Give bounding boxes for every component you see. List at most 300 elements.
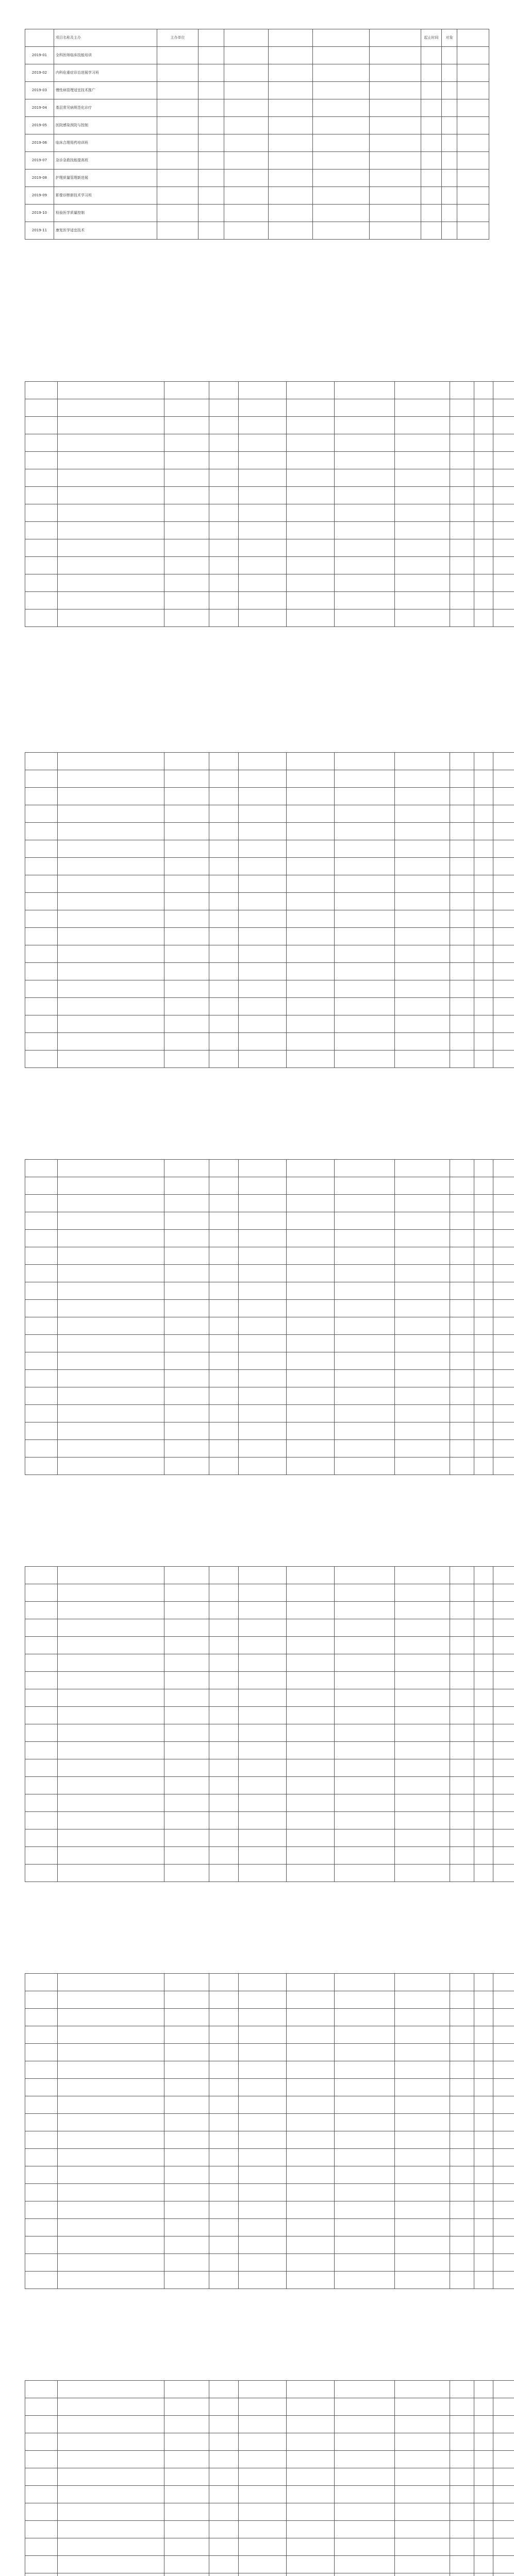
table-cell [25,1405,58,1422]
table-row [25,152,489,170]
table-cell [164,417,209,434]
table-cell [239,2538,287,2556]
table-cell [164,1689,209,1707]
table-cell [239,1689,287,1707]
table-cell [287,1584,335,1602]
table-cell [164,2521,209,2538]
table-cell [209,823,239,840]
table-cell [209,1422,239,1440]
table-cell [25,2503,58,2521]
table-row [25,82,489,99]
table-cell [450,1847,474,1865]
table-cell [209,1724,239,1742]
table-cell [474,2166,493,2184]
table-cell [58,1195,164,1212]
table-cell [395,1440,450,1458]
table-cell [395,2538,450,2556]
schedule-table-block-5 [25,1566,489,1882]
table-cell [58,452,164,469]
table-cell [209,1689,239,1707]
table-cell [493,2201,514,2219]
table-cell [239,1352,287,1370]
table-row [25,1829,514,1847]
table-cell [25,2026,58,2044]
table-cell [209,840,239,858]
table-cell [450,2433,474,2451]
table-cell [25,1033,58,1050]
table-cell [25,1974,58,1991]
table-cell [239,1282,287,1300]
table-cell [209,2503,239,2521]
table-row [25,1777,514,1794]
table-cell [335,469,395,487]
table-cell [474,1724,493,1742]
table-cell [450,1865,474,1882]
table-cell [493,504,514,522]
table-cell [209,2096,239,2114]
table-cell [58,2556,164,2573]
table-cell [474,1317,493,1335]
table-cell [239,2166,287,2184]
table-cell [239,399,287,417]
table-cell [450,1458,474,1475]
table-cell [25,1777,58,1794]
table-cell [157,82,198,99]
table-cell [313,187,370,205]
table-cell [25,1335,58,1352]
table-cell [239,469,287,487]
table-cell [450,1177,474,1195]
table-cell [239,2149,287,2166]
table-cell [209,875,239,893]
table-cell [239,1567,287,1584]
table-cell [335,2468,395,2486]
table-cell [164,963,209,980]
table-row [25,1212,514,1230]
table-cell [335,875,395,893]
table-cell [450,1619,474,1637]
table-cell [164,840,209,858]
table-cell [25,1794,58,1812]
table-cell [25,1672,58,1689]
table-cell [164,2149,209,2166]
table-cell [287,2503,335,2521]
table-cell [493,1050,514,1068]
table-cell [474,858,493,875]
table-cell [474,1300,493,1317]
table-cell [239,2096,287,2114]
table-cell [25,1759,58,1777]
table-cell [25,1602,58,1619]
schedule-table-block-6 [25,1973,489,2289]
table-cell [421,82,442,99]
table-cell [198,64,224,82]
table-cell [198,82,224,99]
table-cell [335,928,395,945]
table-cell [421,222,442,240]
table-cell [287,487,335,504]
table-cell [164,2026,209,2044]
table-cell [198,170,224,187]
table-cell [450,1317,474,1335]
table-cell [287,1195,335,1212]
table-cell [493,592,514,609]
table-row [25,770,514,788]
table-cell [493,893,514,910]
table-cell [58,1829,164,1847]
table-cell [239,417,287,434]
table-cell [164,1847,209,1865]
table-cell [209,1177,239,1195]
table-cell [474,1829,493,1847]
table-cell [25,2381,58,2398]
table-cell [395,1777,450,1794]
table-cell [239,2272,287,2289]
table-cell [164,2468,209,2486]
table-cell [209,998,239,1015]
table-cell [164,998,209,1015]
table-cell [493,2398,514,2416]
table-cell [474,2044,493,2061]
table-row [25,2236,514,2254]
table-cell [239,504,287,522]
table-cell [209,2149,239,2166]
table-cell [450,1282,474,1300]
table-cell [457,134,489,152]
table-row [25,2026,514,2044]
table-cell [25,1689,58,1707]
table-cell [287,770,335,788]
table-cell [493,945,514,963]
table-row [25,574,514,592]
table-cell [493,2556,514,2573]
table-cell [287,2219,335,2236]
table-cell [157,99,198,117]
table-cell [164,1458,209,1475]
table-cell: 对象 [442,29,457,47]
table-cell [395,1177,450,1195]
table-cell [335,2131,395,2149]
table-cell [287,1230,335,1247]
table-row [25,2468,514,2486]
table-cell [335,2451,395,2468]
table-cell [287,1282,335,1300]
table-cell [450,574,474,592]
table-cell [287,1335,335,1352]
table-cell [58,2573,164,2576]
table-cell [58,1370,164,1387]
table-cell [25,1707,58,1724]
table-cell [164,788,209,805]
table-cell [450,1584,474,1602]
table-cell [164,1230,209,1247]
table-cell [313,29,370,47]
table-cell [58,434,164,452]
table-cell [58,1974,164,1991]
table-row [25,2184,514,2201]
table-cell [335,2538,395,2556]
table-header-row [25,1160,514,1177]
table-cell [269,187,313,205]
table-cell [287,1654,335,1672]
table-cell [395,1422,450,1440]
table-cell [370,152,421,170]
table-cell [164,2219,209,2236]
table-cell [335,2272,395,2289]
table-cell [493,1812,514,1829]
table-cell [335,1405,395,1422]
table-cell [335,2398,395,2416]
table-cell [25,1230,58,1247]
table-cell [474,1777,493,1794]
table-cell [474,1794,493,1812]
table-cell [224,152,269,170]
table-cell [25,875,58,893]
table-cell [493,1991,514,2009]
table-cell [287,753,335,770]
table-cell [58,2521,164,2538]
table-cell [474,1370,493,1387]
table-cell [209,2416,239,2433]
table-cell [164,1440,209,1458]
table-cell [474,1672,493,1689]
table-cell [395,1672,450,1689]
table-cell [395,1247,450,1265]
table-cell [239,1654,287,1672]
table-cell [164,2272,209,2289]
table-cell [209,2556,239,2573]
table-cell [209,2521,239,2538]
table-cell [164,805,209,823]
table-cell [58,2538,164,2556]
table-cell [58,1794,164,1812]
table-cell [164,1050,209,1068]
table-cell [25,399,58,417]
table-cell [58,469,164,487]
table-cell [58,592,164,609]
table-cell [395,980,450,998]
table-cell [287,592,335,609]
table-cell [157,47,198,64]
table-cell [474,1033,493,1050]
table-cell [239,1812,287,1829]
table-cell [209,1335,239,1352]
table-cell [58,1742,164,1759]
table-cell [287,469,335,487]
table-cell [58,417,164,434]
table-cell [209,1458,239,1475]
table-cell [421,152,442,170]
table-cell [450,2149,474,2166]
table-cell [450,858,474,875]
table-cell [474,1265,493,1282]
table-cell [474,504,493,522]
table-cell [25,753,58,770]
table-row [25,1015,514,1033]
table-cell [287,1405,335,1422]
table-cell [224,29,269,47]
table-cell: 全科医师临床技能培训 [54,47,157,64]
table-cell [25,1619,58,1637]
table-cell [450,2079,474,2096]
table-cell [493,1160,514,1177]
table-cell [287,382,335,399]
table-cell [287,417,335,434]
table-cell [370,47,421,64]
table-cell [25,539,58,557]
table-cell [474,2381,493,2398]
table-cell [25,434,58,452]
table-cell [209,1265,239,1282]
table-cell [442,64,457,82]
table-cell [287,2044,335,2061]
table-cell [474,1405,493,1422]
table-cell [287,2486,335,2503]
table-cell [474,1847,493,1865]
table-cell [335,2149,395,2166]
table-row [25,2538,514,2556]
table-cell [224,205,269,222]
table-cell [209,1974,239,1991]
table-cell [239,2044,287,2061]
table-cell [25,1812,58,1829]
table-cell [313,99,370,117]
table-cell [450,1195,474,1212]
table-cell [395,805,450,823]
table-cell [25,487,58,504]
table-cell [313,82,370,99]
table-cell [239,1335,287,1352]
table-cell [287,399,335,417]
table-cell [457,170,489,187]
table-cell [198,117,224,134]
table-cell [239,1405,287,1422]
table-cell [493,1619,514,1637]
table-cell [450,2272,474,2289]
table-cell [474,2433,493,2451]
table-cell [25,2061,58,2079]
table-cell [335,1177,395,1195]
table-cell [493,417,514,434]
table-cell [25,980,58,998]
table-cell [493,539,514,557]
table-cell [395,2468,450,2486]
table-cell [450,1829,474,1847]
table-cell [335,2061,395,2079]
table-cell [493,2486,514,2503]
table-cell [493,452,514,469]
table-cell [25,998,58,1015]
table-cell [287,2096,335,2114]
table-cell [58,1015,164,1033]
table-row [25,452,514,469]
table-cell [493,1672,514,1689]
table-row [25,1991,514,2009]
table-row [25,522,514,539]
table-cell [58,1759,164,1777]
table-cell [395,2381,450,2398]
table-cell [395,1160,450,1177]
table-cell [239,945,287,963]
table-cell [164,1974,209,1991]
table-cell [58,823,164,840]
table-cell [450,487,474,504]
table-cell [287,2521,335,2538]
table-cell [239,1422,287,1440]
table-cell [335,382,395,399]
table-cell [164,2166,209,2184]
table-cell [58,522,164,539]
table-cell [450,963,474,980]
table-cell [442,117,457,134]
table-cell [335,487,395,504]
table-cell [450,788,474,805]
table-cell [450,504,474,522]
table-cell [287,2114,335,2131]
table-cell [25,1440,58,1458]
table-cell [209,2538,239,2556]
table-cell [493,840,514,858]
table-cell [395,2272,450,2289]
table-cell [239,539,287,557]
table-row [25,2451,514,2468]
table-cell [474,1195,493,1212]
table-row [25,2201,514,2219]
table-cell [450,2044,474,2061]
table-cell [224,47,269,64]
table-cell [493,2026,514,2044]
table-cell [493,1422,514,1440]
table-cell [493,788,514,805]
table-cell [335,1991,395,2009]
table-cell [198,29,224,47]
table-cell [25,2468,58,2486]
table-cell [474,1282,493,1300]
table-cell [164,557,209,574]
table-cell [209,1847,239,1865]
table-cell [474,928,493,945]
table-cell [287,945,335,963]
table-cell [395,2573,450,2576]
table-cell [493,382,514,399]
table-cell [25,1317,58,1335]
table-cell [493,434,514,452]
table-cell [209,2166,239,2184]
table-cell [164,1707,209,1724]
table-row [25,2521,514,2538]
table-row [25,1637,514,1654]
table-cell [287,2166,335,2184]
table-cell [25,2486,58,2503]
table-cell [474,1637,493,1654]
table-cell [395,1759,450,1777]
table-cell [58,2009,164,2026]
table-cell [58,487,164,504]
table-cell [493,823,514,840]
table-cell [493,2416,514,2433]
table-cell [209,2398,239,2416]
table-cell [493,2096,514,2114]
table-cell [287,980,335,998]
table-cell [25,1637,58,1654]
table-cell [58,1689,164,1707]
table-cell [335,434,395,452]
table-cell [493,753,514,770]
table-cell [209,1759,239,1777]
table-cell [474,1602,493,1619]
table-cell [209,2044,239,2061]
table-cell [395,1195,450,1212]
